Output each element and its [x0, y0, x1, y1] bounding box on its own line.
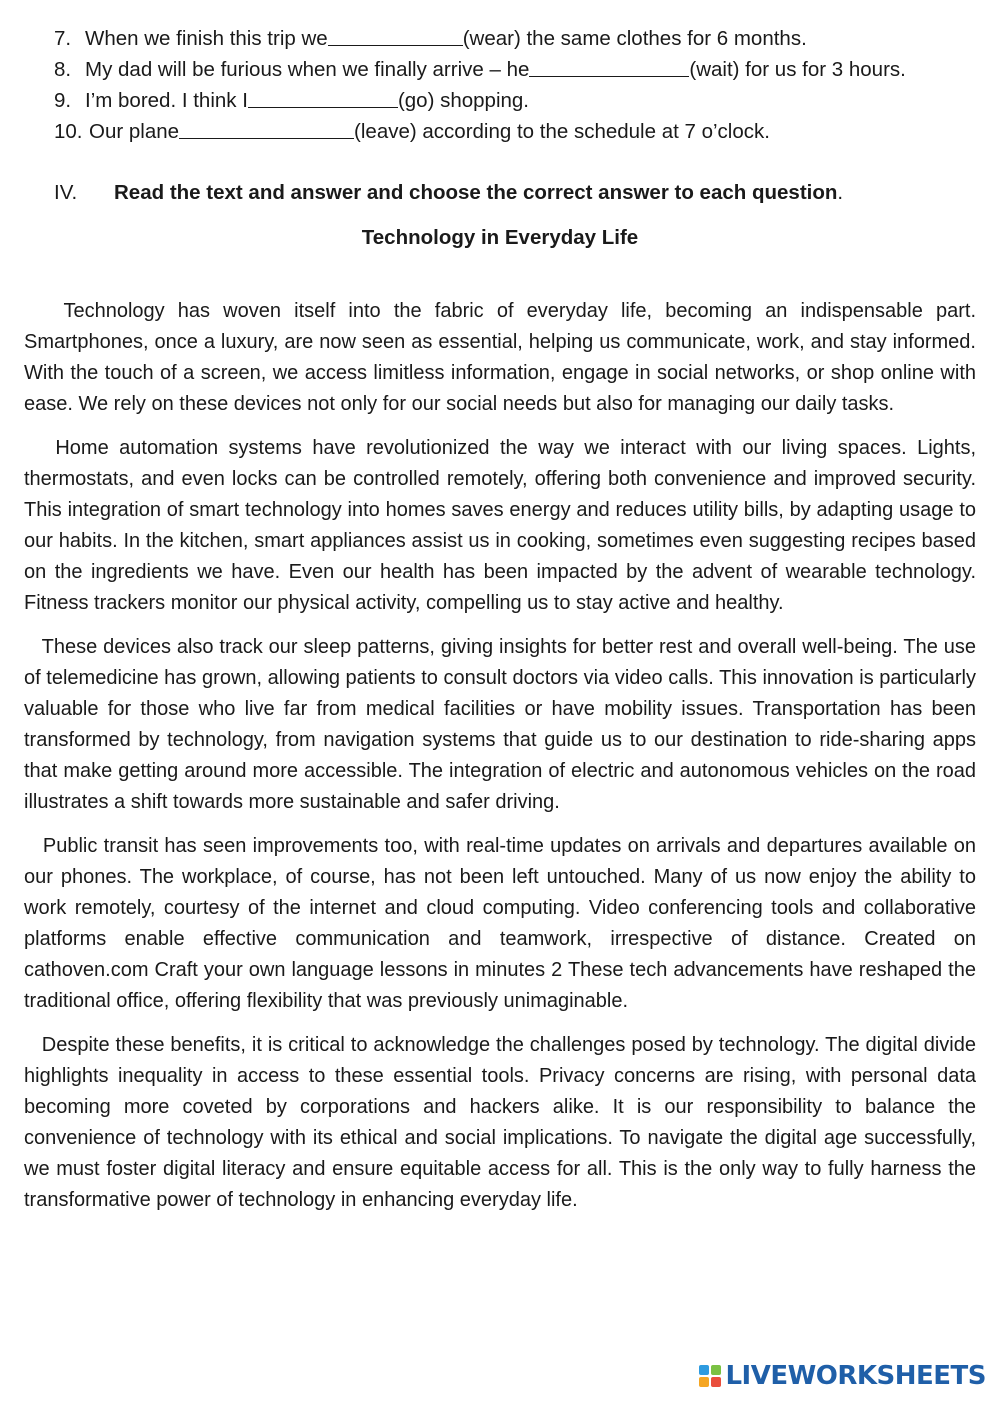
logo-tile	[699, 1377, 709, 1387]
answer-blank[interactable]	[328, 23, 463, 46]
exercise-list	[54, 23, 984, 147]
answer-blank[interactable]	[248, 85, 398, 108]
exercise-text-before: When we finish this trip we	[85, 27, 328, 50]
article-paragraph: These devices also track our sleep patterns, giving insights for better rest and overall well-being. The use of telemedicine has grown, allowing patients to consult doctors via video calls. This innovation is particularly valuable for those who live far from medical facilities or have mobility issues. Transportation has been transformed by technology, from navigation systems that guide us to our destination to ride-sharing apps that make getting around more accessible. The integration of electric and autonomous vehicles on the road illustrates a shift towards more sustainable and safer driving.	[24, 636, 976, 813]
exercise-item-7	[54, 23, 984, 54]
exercise-number: 8.	[54, 58, 72, 81]
article-paragraph: Home automation systems have revolutionized the way we interact with our living spaces. Lights, thermostats, and even locks can be controlled remotely, offering both convenience and improved security. This integration of smart technology into homes saves energy and reduces utility bills, by adapting usage to our habits. In the kitchen, smart appliances assist us in cooking, sometimes even suggesting recipes based on the ingredients we have. Even our health has been impacted by the advent of wearable technology. Fitness trackers monitor our physical activity, compelling us to stay active and healthy.	[24, 437, 976, 614]
exercise-text-before: I’m bored. I think I	[85, 89, 248, 112]
logo-text: LIVEWORKSHEETS	[725, 1361, 986, 1391]
article-paragraph: Technology has woven itself into the fabric of everyday life, becoming an indispensable part. Smartphones, once a luxury, are now seen as essential, helping us communicate, work, and stay informed. With the touch of a screen, we access limitless information, engage in social networks, or shop online with ease. We rely on these devices not only for our social needs but also for managing our daily tasks.	[24, 300, 976, 415]
exercise-number: 9.	[54, 89, 72, 112]
logo-tile	[699, 1365, 709, 1375]
exercise-text-after: (leave) according to the schedule at 7 o’clock.	[354, 120, 770, 143]
section-heading	[54, 178, 843, 208]
exercise-item-10	[54, 116, 984, 147]
section-instruction	[114, 178, 843, 208]
section-number: IV.	[54, 181, 78, 204]
exercise-text-after: (go) shopping.	[397, 89, 529, 112]
liveworksheets-logo[interactable]	[699, 1358, 986, 1394]
exercise-number: 7.	[54, 27, 72, 50]
article-body	[24, 296, 976, 1229]
article-title: Technology in Everyday Life	[361, 226, 639, 249]
article-paragraph: Public transit has seen improvements too, with real-time updates on arrivals and departures available on our phones. The workplace, of course, has not been left untouched. Many of us now enjoy the ability to work remotely, courtesy of the internet and cloud computing. Video conferencing tools and collaborative platforms enable effective communication and teamwork, irrespective of distance. Created on cathoven.com Craft your own language lessons in minutes 2 These tech advancements have reshaped the traditional office, offering flexibility that was previously unimaginable.	[24, 835, 976, 1012]
exercise-text-after: (wait) for us for 3 hours.	[689, 58, 906, 81]
article-paragraph: Despite these benefits, it is critical to acknowledge the challenges posed by technology. The digital divide highlights inequality in access to these essential tools. Privacy concerns are rising, with personal data becoming more coveted by corporations and hackers alike. It is our responsibility to balance the convenience of technology with its ethical and social implications. To navigate the digital age successfully, we must foster digital literacy and ensure equitable access for all. This is the only way to fully harness the transformative power of technology in enhancing everyday life.	[24, 1034, 976, 1211]
logo-tile	[711, 1377, 721, 1387]
logo-tile	[711, 1365, 721, 1375]
exercise-text-after: (wear) the same clothes for 6 months.	[462, 27, 807, 50]
liveworksheets-logo-icon	[699, 1365, 721, 1387]
exercise-text-before: Our plane	[89, 120, 180, 143]
exercise-item-9	[54, 85, 984, 116]
exercise-number: 10.	[54, 120, 83, 143]
answer-blank[interactable]	[529, 54, 689, 77]
exercise-item-8	[54, 54, 984, 85]
section-instruction-text: Read the text and answer and choose the correct answer to each question	[114, 181, 838, 204]
answer-blank[interactable]	[179, 116, 354, 139]
section-instruction-period: .	[837, 181, 844, 204]
exercise-text-before: My dad will be furious when we finally arrive – he	[85, 58, 530, 81]
